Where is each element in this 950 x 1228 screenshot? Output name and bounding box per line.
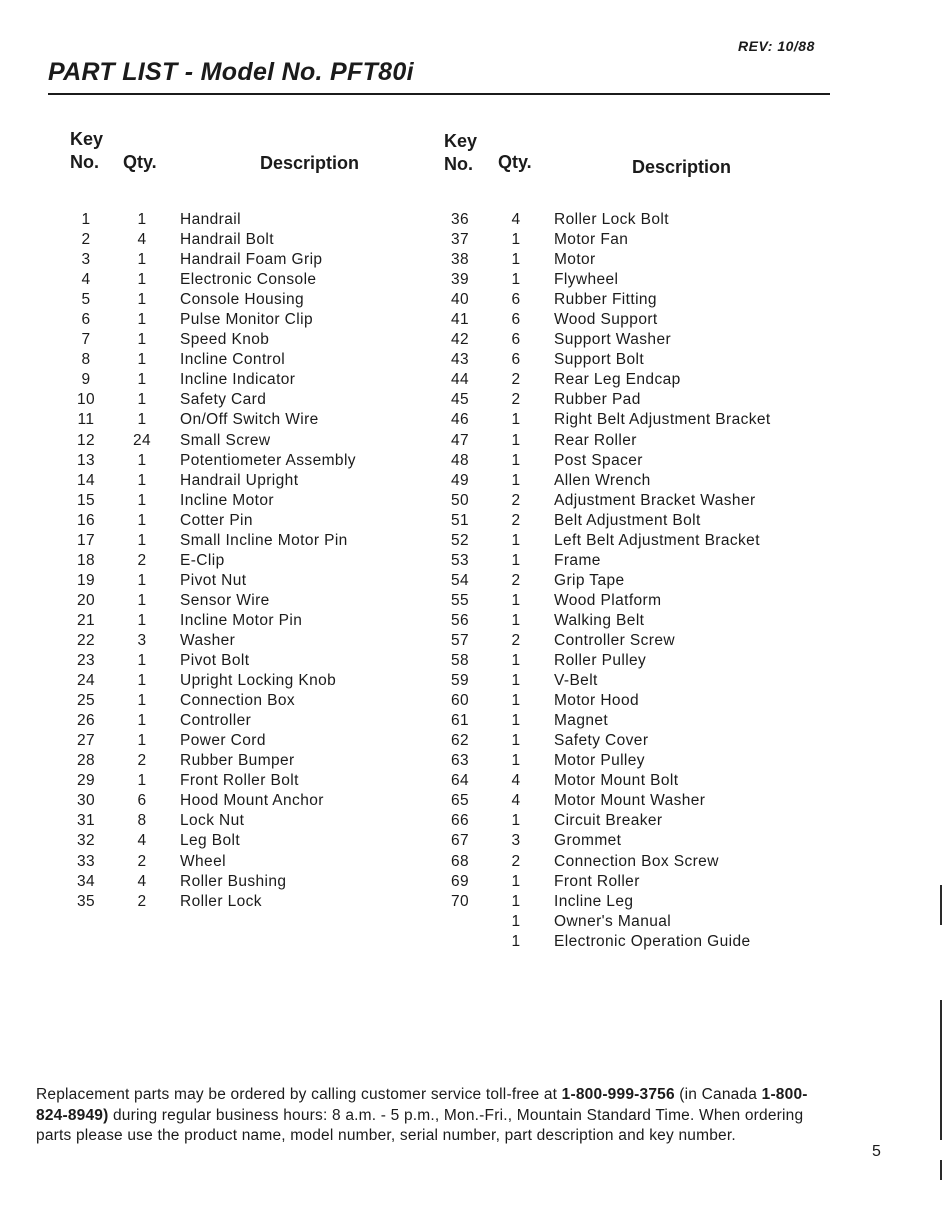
part-qty: 1 — [137, 391, 147, 409]
part-description: Handrail Foam Grip — [180, 251, 323, 269]
part-qty: 1 — [137, 351, 147, 369]
part-key-no: 26 — [76, 712, 96, 730]
part-key-no: 9 — [81, 371, 91, 389]
part-key-no: 3 — [81, 251, 91, 269]
part-key-no: 39 — [450, 271, 470, 289]
part-description: Belt Adjustment Bolt — [554, 511, 701, 529]
part-description: Connection Box — [180, 692, 296, 710]
part-qty: 1 — [511, 912, 521, 930]
part-qty: 1 — [511, 471, 521, 489]
part-qty: 2 — [137, 551, 147, 569]
part-key-no: 36 — [450, 211, 470, 228]
scan-margin-mark — [940, 1000, 942, 1140]
part-qty: 4 — [511, 772, 521, 790]
part-qty: 1 — [511, 812, 521, 830]
part-key-no: 10 — [76, 391, 96, 409]
part-qty: 4 — [137, 231, 147, 249]
part-description: Motor — [554, 251, 596, 269]
part-key-no: 1 — [81, 211, 91, 228]
part-key-no: 32 — [76, 832, 96, 850]
part-key-no: 28 — [76, 752, 96, 770]
part-qty: 2 — [511, 511, 521, 529]
part-description: Wheel — [180, 852, 226, 870]
part-qty: 1 — [137, 211, 147, 228]
part-qty: 2 — [511, 391, 521, 409]
part-qty: 2 — [511, 852, 521, 870]
phone-us: 1-800-999-3756 — [561, 1086, 675, 1103]
part-qty: 6 — [511, 291, 521, 309]
part-key-no: 51 — [450, 511, 470, 529]
part-key-no: 22 — [76, 631, 96, 649]
part-key-no: 64 — [450, 772, 470, 790]
part-qty: 4 — [137, 872, 147, 890]
part-description: Electronic Console — [180, 271, 317, 289]
part-description: Pivot Bolt — [180, 652, 250, 670]
part-qty: 1 — [511, 752, 521, 770]
part-key-no: 42 — [450, 331, 470, 349]
part-key-no: 62 — [450, 732, 470, 750]
footer-text-1: Replacement parts may be ordered by calling customer service toll-free at — [36, 1086, 562, 1103]
part-key-no: 44 — [450, 371, 470, 389]
part-qty: 1 — [511, 231, 521, 249]
scan-margin-mark — [940, 1160, 942, 1180]
part-description: Safety Cover — [554, 732, 649, 750]
part-description: Motor Hood — [554, 692, 639, 710]
title-underline — [48, 93, 830, 95]
part-key-no: 45 — [450, 391, 470, 409]
part-qty: 1 — [137, 451, 147, 469]
part-description: Roller Pulley — [554, 652, 647, 670]
part-qty: 1 — [511, 551, 521, 569]
part-qty: 1 — [137, 591, 147, 609]
part-description: Potentiometer Assembly — [180, 451, 356, 469]
part-description: Right Belt Adjustment Bracket — [554, 411, 771, 429]
part-key-no: 53 — [450, 551, 470, 569]
part-qty: 1 — [511, 652, 521, 670]
part-description: Roller Lock Bolt — [554, 211, 669, 228]
part-qty: 1 — [511, 692, 521, 710]
part-qty: 4 — [511, 211, 521, 228]
part-key-no: 7 — [81, 331, 91, 349]
part-description: Handrail Upright — [180, 471, 299, 489]
part-description: Roller Bushing — [180, 872, 287, 890]
part-description: Magnet — [554, 712, 609, 730]
part-description: Incline Motor — [180, 491, 274, 509]
part-description: Motor Mount Bolt — [554, 772, 679, 790]
part-description: Small Incline Motor Pin — [180, 531, 348, 549]
part-qty: 6 — [511, 311, 521, 329]
part-key-no: 50 — [450, 491, 470, 509]
part-description: Rubber Bumper — [180, 752, 295, 770]
part-key-no: 40 — [450, 291, 470, 309]
part-description: Post Spacer — [554, 451, 643, 469]
part-description: Rubber Pad — [554, 391, 641, 409]
part-description: Allen Wrench — [554, 471, 651, 489]
part-key-no: 68 — [450, 852, 470, 870]
part-qty: 1 — [511, 672, 521, 690]
part-description: Front Roller — [554, 872, 640, 890]
part-qty: 6 — [137, 792, 147, 810]
part-description: Wood Platform — [554, 591, 662, 609]
part-qty: 1 — [511, 732, 521, 750]
part-qty: 2 — [511, 631, 521, 649]
part-description: Controller — [180, 712, 252, 730]
part-key-no: 55 — [450, 591, 470, 609]
part-key-no: 38 — [450, 251, 470, 269]
part-key-no: 63 — [450, 752, 470, 770]
part-key-no: 5 — [81, 291, 91, 309]
part-key-no: 25 — [76, 692, 96, 710]
part-qty: 1 — [137, 611, 147, 629]
part-description: Small Screw — [180, 431, 271, 449]
part-key-no: 59 — [450, 672, 470, 690]
part-qty: 1 — [511, 932, 521, 950]
part-qty: 1 — [511, 271, 521, 289]
part-description: Flywheel — [554, 271, 619, 289]
right-header-description: Description — [632, 157, 732, 177]
part-key-no: 30 — [76, 792, 96, 810]
part-qty: 1 — [137, 291, 147, 309]
part-key-no: 15 — [76, 491, 96, 509]
part-key-no: 66 — [450, 812, 470, 830]
part-qty: 1 — [511, 591, 521, 609]
part-description: Pulse Monitor Clip — [180, 311, 313, 329]
part-key-no: 4 — [81, 271, 91, 289]
part-description: Rear Roller — [554, 431, 637, 449]
part-description: Grip Tape — [554, 571, 625, 589]
part-description: Wood Support — [554, 311, 658, 329]
part-qty: 8 — [137, 812, 147, 830]
part-description: V-Belt — [554, 672, 598, 690]
part-qty: 6 — [511, 331, 521, 349]
part-key-no: 29 — [76, 772, 96, 790]
part-description: Motor Fan — [554, 231, 629, 249]
part-description: Console Housing — [180, 291, 305, 309]
part-description: Connection Box Screw — [554, 852, 719, 870]
part-qty: 2 — [137, 892, 147, 910]
part-key-no: 61 — [450, 712, 470, 730]
part-key-no: 57 — [450, 631, 470, 649]
part-description: Pivot Nut — [180, 571, 247, 589]
footer-text-2: (in Canada — [674, 1086, 762, 1103]
part-description: Left Belt Adjustment Bracket — [554, 531, 760, 549]
part-qty: 4 — [511, 792, 521, 810]
left-header-description: Description — [260, 153, 360, 173]
left-header-qty: Qty. — [123, 152, 157, 172]
part-description: Power Cord — [180, 732, 266, 750]
part-qty: 1 — [137, 652, 147, 670]
part-qty: 1 — [137, 732, 147, 750]
phone-canada: 1-800-824-8949) — [36, 1086, 808, 1124]
part-key-no: 17 — [76, 531, 96, 549]
part-description: Speed Knob — [180, 331, 270, 349]
part-description: Grommet — [554, 832, 622, 850]
part-key-no: 34 — [76, 872, 96, 890]
part-description: Incline Control — [180, 351, 286, 369]
part-description: Rubber Fitting — [554, 291, 657, 309]
part-key-no: 43 — [450, 351, 470, 369]
part-qty: 1 — [137, 571, 147, 589]
part-key-no: 13 — [76, 451, 96, 469]
part-key-no: 60 — [450, 692, 470, 710]
part-key-no: 11 — [77, 411, 95, 429]
revision-note: REV: 10/88 — [738, 38, 815, 54]
part-description: Support Washer — [554, 331, 672, 349]
ordering-instructions — [36, 1085, 836, 1147]
part-qty: 1 — [137, 271, 147, 289]
part-key-no: 6 — [81, 311, 91, 329]
right-header-key-line1: Key — [444, 131, 478, 151]
part-description: Owner's Manual — [554, 912, 672, 930]
part-description: Circuit Breaker — [554, 812, 663, 830]
part-key-no: 23 — [76, 652, 96, 670]
part-description: Leg Bolt — [180, 832, 241, 850]
part-key-no: 24 — [76, 672, 96, 690]
part-description: Controller Screw — [554, 631, 675, 649]
part-description: Walking Belt — [554, 611, 645, 629]
part-description: Sensor Wire — [180, 591, 270, 609]
part-key-no: 8 — [81, 351, 91, 369]
part-description: Motor Mount Washer — [554, 792, 706, 810]
left-header-key-line1: Key — [70, 129, 104, 149]
part-qty: 1 — [511, 892, 521, 910]
part-qty: 1 — [137, 712, 147, 730]
part-key-no: 37 — [450, 231, 470, 249]
part-key-no: 12 — [76, 431, 96, 449]
part-qty: 1 — [137, 772, 147, 790]
part-key-no: 18 — [76, 551, 96, 569]
part-qty: 3 — [511, 832, 521, 850]
part-description: Motor Pulley — [554, 752, 645, 770]
part-qty: 2 — [511, 491, 521, 509]
part-qty: 4 — [137, 832, 147, 850]
part-key-no: 47 — [450, 431, 470, 449]
part-qty: 6 — [511, 351, 521, 369]
part-qty: 24 — [132, 431, 152, 449]
part-qty: 1 — [511, 431, 521, 449]
part-key-no: 14 — [76, 471, 96, 489]
part-qty: 2 — [511, 571, 521, 589]
part-description: Frame — [554, 551, 601, 569]
part-key-no: 35 — [76, 892, 96, 910]
part-key-no: 16 — [76, 511, 96, 529]
part-description: Incline Leg — [554, 892, 634, 910]
part-key-no: 54 — [450, 571, 470, 589]
part-description: Cotter Pin — [180, 511, 253, 529]
part-qty: 1 — [137, 311, 147, 329]
part-description: Washer — [180, 631, 236, 649]
part-key-no: 19 — [76, 571, 96, 589]
part-description: Lock Nut — [180, 812, 245, 830]
part-qty: 1 — [511, 411, 521, 429]
part-key-no: 52 — [450, 531, 470, 549]
part-description: Incline Indicator — [180, 371, 296, 389]
part-description: Roller Lock — [180, 892, 262, 910]
footer-text-3: during regular business hours: 8 a.m. - 5 p.m., Mon.-Fri., Mountain Standard Time. When ordering parts please use the product name, model number, serial number, part description and key number. — [36, 1106, 804, 1144]
part-key-no: 65 — [450, 792, 470, 810]
part-description: Rear Leg Endcap — [554, 371, 681, 389]
part-key-no: 31 — [76, 812, 96, 830]
scan-margin-mark — [940, 885, 942, 925]
left-header-key — [70, 128, 103, 174]
part-key-no: 20 — [76, 591, 96, 609]
part-qty: 1 — [137, 692, 147, 710]
part-qty: 1 — [137, 672, 147, 690]
part-key-no: 21 — [76, 611, 96, 629]
page-number: 5 — [872, 1143, 881, 1160]
part-qty: 2 — [137, 852, 147, 870]
part-qty: 1 — [137, 511, 147, 529]
part-key-no: 70 — [450, 892, 470, 910]
part-description: Upright Locking Knob — [180, 672, 337, 690]
left-header-key-line2: No. — [70, 152, 99, 172]
part-description: Incline Motor Pin — [180, 611, 303, 629]
part-qty: 1 — [137, 331, 147, 349]
part-key-no: 46 — [450, 411, 470, 429]
page-title: PART LIST - Model No. PFT80i — [48, 58, 414, 86]
part-key-no: 67 — [450, 832, 470, 850]
part-key-no: 33 — [76, 852, 96, 870]
part-qty: 1 — [137, 371, 147, 389]
part-key-no: 41 — [450, 311, 470, 329]
part-qty: 1 — [511, 611, 521, 629]
part-key-no: 56 — [450, 611, 470, 629]
part-description: Front Roller Bolt — [180, 772, 299, 790]
part-qty: 1 — [137, 411, 147, 429]
part-qty: 1 — [137, 531, 147, 549]
part-description: On/Off Switch Wire — [180, 411, 319, 429]
part-qty: 1 — [511, 531, 521, 549]
part-qty: 1 — [137, 471, 147, 489]
part-qty: 2 — [511, 371, 521, 389]
part-description: Support Bolt — [554, 351, 645, 369]
part-qty: 1 — [511, 712, 521, 730]
right-header-key — [444, 130, 477, 176]
part-qty: 3 — [137, 631, 147, 649]
part-description: Electronic Operation Guide — [554, 932, 751, 950]
part-qty: 2 — [137, 752, 147, 770]
part-key-no: 49 — [450, 471, 470, 489]
part-key-no: 2 — [81, 231, 91, 249]
part-description: Handrail Bolt — [180, 231, 274, 249]
part-qty: 1 — [137, 251, 147, 269]
right-header-qty: Qty. — [498, 152, 532, 172]
part-qty: 1 — [511, 251, 521, 269]
right-header-key-line2: No. — [444, 154, 473, 174]
part-description: E-Clip — [180, 551, 225, 569]
part-key-no: 48 — [450, 451, 470, 469]
part-key-no: 69 — [450, 872, 470, 890]
part-description: Adjustment Bracket Washer — [554, 491, 756, 509]
part-description: Hood Mount Anchor — [180, 792, 324, 810]
part-qty: 1 — [511, 872, 521, 890]
part-qty: 1 — [137, 491, 147, 509]
part-description: Safety Card — [180, 391, 267, 409]
part-qty: 1 — [511, 451, 521, 469]
part-key-no: 27 — [76, 732, 96, 750]
part-description: Handrail — [180, 211, 241, 228]
part-key-no: 58 — [450, 652, 470, 670]
